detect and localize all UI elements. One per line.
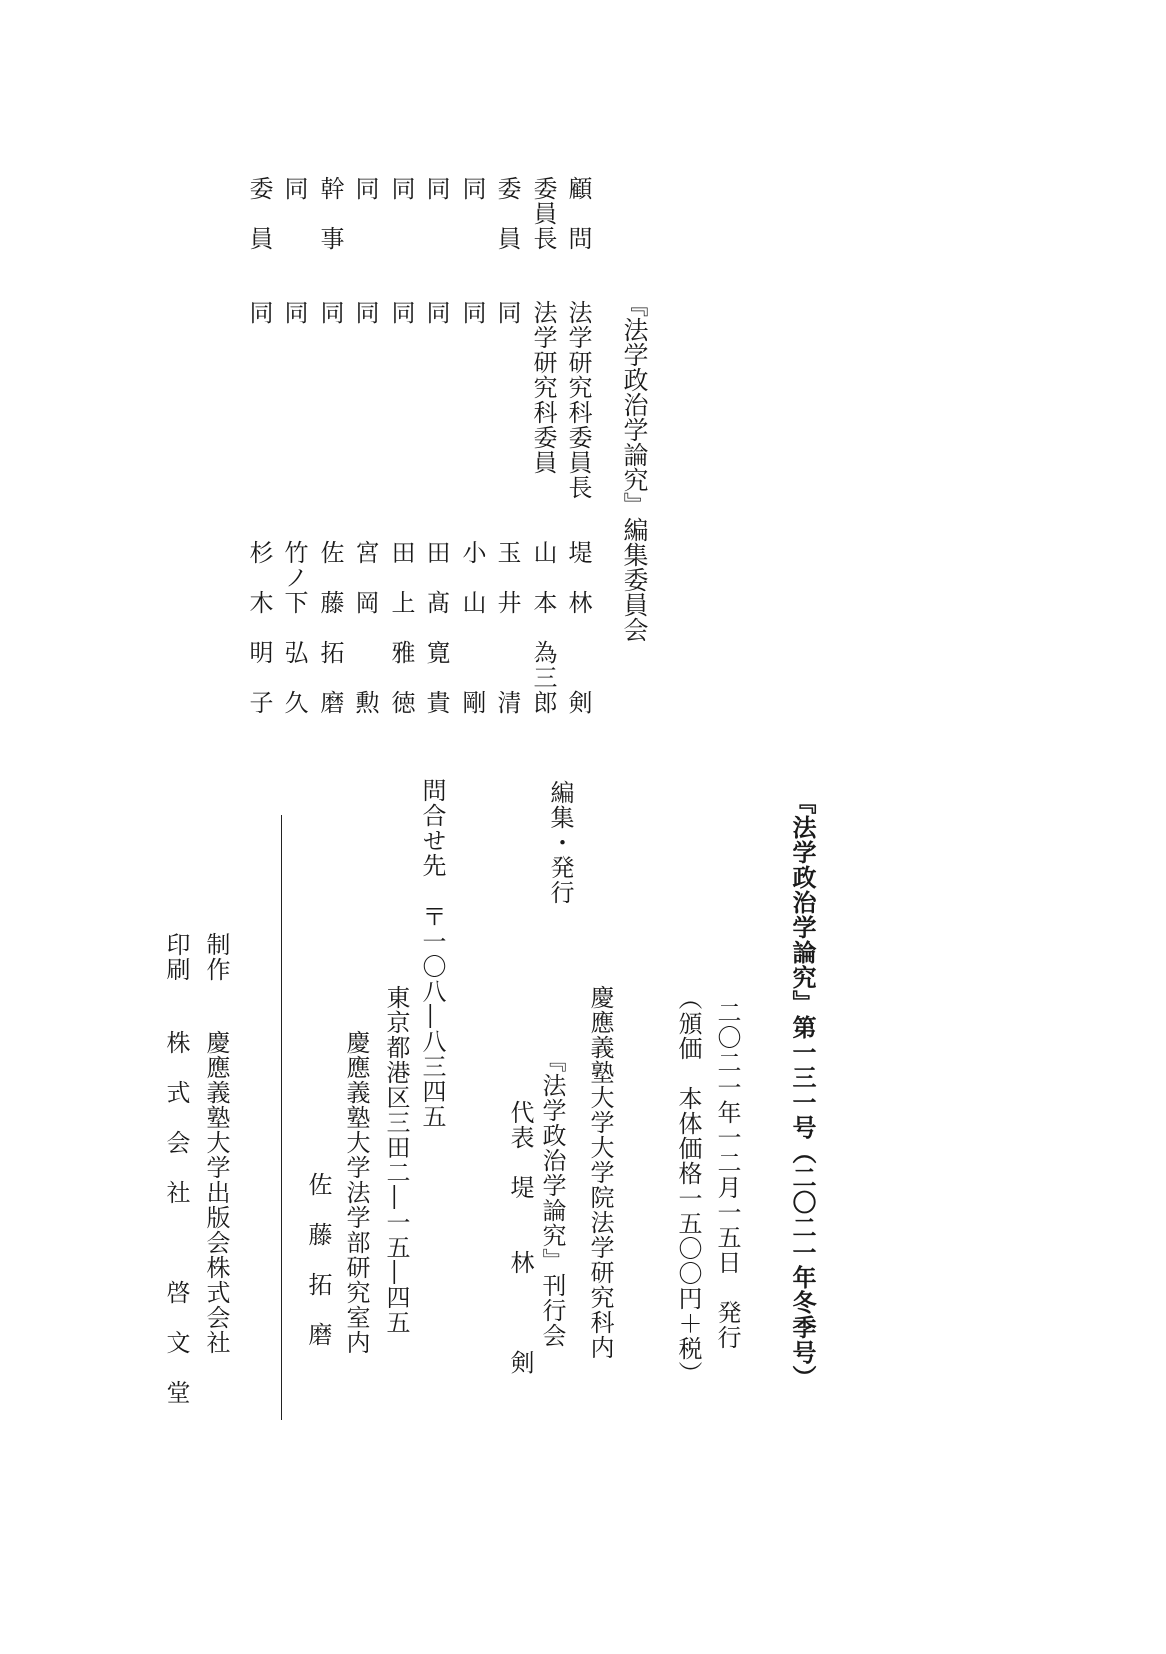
member-name: 小 山 剛 — [458, 540, 486, 715]
printing-label: 印刷 — [162, 932, 190, 982]
production-label: 制作 — [202, 932, 230, 982]
member-affiliation: 法学研究科委員 — [529, 300, 557, 475]
member-role: 委 員 — [493, 176, 521, 251]
member-name: 玉 井 清 — [493, 540, 521, 715]
member-name: 堤 林 剣 — [564, 540, 592, 715]
member-affiliation: 同 — [493, 300, 521, 325]
contact-office: 慶應義塾大学法学部研究室内 — [342, 1030, 370, 1355]
member-role: 委 員 — [245, 176, 273, 251]
issue-date: 二〇二一年一二月一五日 発行 — [713, 1000, 741, 1350]
colophon-title: 『法学政治学論究』第一三一号（二〇二一年冬季号） — [788, 790, 816, 1390]
member-name: 田 上 雅 徳 — [387, 540, 415, 715]
member-affiliation: 法学研究科委員長 — [564, 300, 592, 500]
printing-value: 株 式 会 社 啓 文 堂 — [162, 1030, 190, 1405]
member-affiliation: 同 — [387, 300, 415, 325]
member-affiliation: 同 — [351, 300, 379, 325]
member-role: 同 — [422, 176, 450, 201]
committee-title: 『法学政治学論究』編集委員会 — [620, 292, 649, 642]
member-name: 竹ノ下 弘 久 — [280, 540, 308, 715]
member-role: 同 — [280, 176, 308, 201]
member-affiliation: 同 — [316, 300, 344, 325]
contact-person: 佐 藤 拓 磨 — [304, 1172, 332, 1347]
member-role: 同 — [351, 176, 379, 201]
price: （頒価 本体価格一五〇〇円＋税） — [674, 986, 702, 1386]
member-role: 顧 問 — [564, 176, 592, 251]
production-value: 慶應義塾大学出版会株式会社 — [202, 1030, 230, 1355]
member-affiliation: 同 — [280, 300, 308, 325]
contact-label: 問合せ先 — [418, 778, 446, 878]
member-name: 田 髙 寛 貴 — [422, 540, 450, 715]
member-name: 杉 木 明 子 — [245, 540, 273, 715]
member-role: 同 — [387, 176, 415, 201]
member-name: 山 本 為三郎 — [529, 540, 557, 715]
member-affiliation: 同 — [458, 300, 486, 325]
contact-address: 東京都港区三田二―一五―四五 — [382, 985, 410, 1335]
member-role: 同 — [458, 176, 486, 201]
member-name: 宮 岡 勲 — [351, 540, 379, 715]
divider-rule — [281, 815, 282, 1420]
member-affiliation: 同 — [245, 300, 273, 325]
member-name: 佐 藤 拓 磨 — [316, 540, 344, 715]
member-role: 幹 事 — [316, 176, 344, 251]
editor-representative: 代表 堤 林 剣 — [506, 1100, 534, 1375]
editor-label: 編集・発行 — [546, 780, 574, 905]
editor-society: 『法学政治学論究』刊行会 — [538, 1048, 566, 1348]
editor-org: 慶應義塾大学大学院法学研究科内 — [586, 985, 614, 1360]
member-role: 委員長 — [529, 176, 557, 251]
contact-postal: 〒一〇八―八三四五 — [418, 904, 446, 1129]
member-affiliation: 同 — [422, 300, 450, 325]
